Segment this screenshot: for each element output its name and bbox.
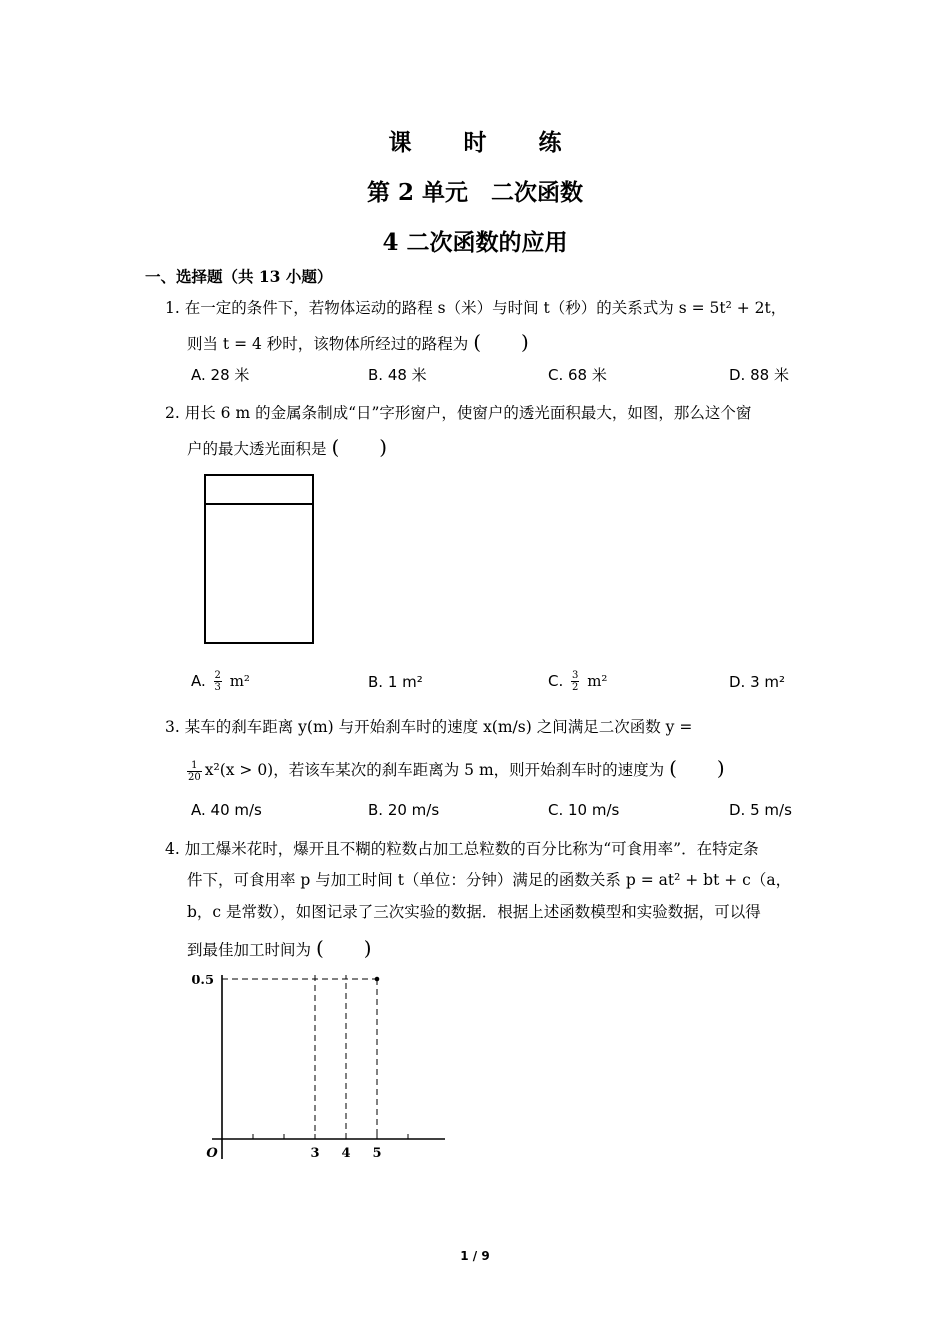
q3-option-a: A. 40 m/s <box>191 801 262 819</box>
q4-text4: 到最佳加工时间为 <box>187 941 312 959</box>
section-heading: 一、选择题（共 13 小题） <box>145 267 333 286</box>
q1-answer-paren: ( ) <box>473 330 529 354</box>
q3-option-c: C. 10 m/s <box>548 801 620 819</box>
q4-answer-paren: ( ) <box>315 936 372 960</box>
q4-text1: 加工爆米花时，爆开且不糊的粒数占加工总粒数的百分比称为“可食用率”．在特定条 <box>184 840 759 858</box>
q3-text2: x²(x > 0)，若该车某次的刹车距离为 5 m，则开始刹车时的速度为 <box>204 761 665 779</box>
q2-option-b: B. 1 m² <box>368 673 423 691</box>
q4-number: 4. <box>165 840 180 858</box>
q2-answer-paren: ( ) <box>331 435 388 459</box>
q3-text1: 某车的刹车距离 y(m) 与开始刹车时的速度 x(m/s) 之间满足二次函数 y = <box>184 718 693 736</box>
x-tick-label: 5 <box>372 1146 382 1161</box>
q2-number: 2. <box>165 404 180 422</box>
data-point <box>375 977 380 982</box>
q4-line1 <box>165 837 759 859</box>
x-tick-label: 4 <box>341 1146 351 1161</box>
q2-text2: 户的最大透光面积是 <box>187 440 327 458</box>
page-number: 1 / 9 <box>460 1249 490 1263</box>
x-tick-label: 3 <box>310 1146 320 1161</box>
q3-line1 <box>165 715 692 737</box>
window-frame <box>205 475 313 643</box>
q4-line2: 件下，可食用率 p 与加工时间 t（单位：分钟）满足的函数关系 p = at² + bt + c（a， <box>187 871 792 889</box>
q1-option-c: C. 68 米 <box>548 366 607 384</box>
q1-line2 <box>187 326 529 355</box>
q3-line2 <box>184 752 725 783</box>
q1-option-b: B. 48 米 <box>368 366 427 384</box>
q3-fraction: $\frac{1}{20}$ <box>188 759 201 783</box>
q1-text1: 在一定的条件下，若物体运动的路程 s（米）与时间 t（秒）的关系式为 s = 5t² + 2t， <box>184 299 787 317</box>
q1-option-d: D. 88 米 <box>729 366 789 384</box>
q2-line1 <box>165 401 751 423</box>
q2-line2 <box>187 431 387 460</box>
q2-option-c: C. $\frac{3}{2}$ m² <box>548 670 608 693</box>
q3-answer-paren: ( ) <box>669 756 725 780</box>
q3-option-d: D. 5 m/s <box>729 801 792 819</box>
q2-text1: 用长 6 m 的金属条制成“日”字形窗户，使窗户的透光面积最大，如图，那么这个窗 <box>184 404 752 422</box>
popcorn-chart <box>185 975 445 1175</box>
q1-text2: 则当 t = 4 秒时，该物体所经过的路程为 <box>187 335 469 353</box>
origin-label: O <box>206 1146 218 1161</box>
q2-option-a: A. $\frac{2}{3}$ m² <box>191 670 250 693</box>
unit-title: 第 2 单元 二次函数 <box>366 179 584 206</box>
q4-line3: b，c 是常数），如图记录了三次实验的数据．根据上述函数模型和实验数据，可以得 <box>187 903 761 921</box>
q1-line1 <box>165 296 786 318</box>
q3-option-b: B. 20 m/s <box>368 801 440 819</box>
q4-line4 <box>187 932 372 961</box>
lesson-title: 4 二次函数的应用 <box>382 229 568 256</box>
q3-number: 3. <box>165 718 180 736</box>
q2-option-d: D. 3 m² <box>729 673 786 691</box>
q1-number: 1. <box>165 299 180 317</box>
doc-title: 课 时 练 <box>388 129 584 156</box>
q2-option-a-fraction: $\frac{2}{3}$ <box>214 670 221 693</box>
window-figure <box>198 470 322 650</box>
q1-option-a: A. 28 米 <box>191 366 250 384</box>
q2-option-c-fraction: $\frac{3}{2}$ <box>572 670 579 693</box>
y-tick-label: 0.5 <box>191 975 214 988</box>
